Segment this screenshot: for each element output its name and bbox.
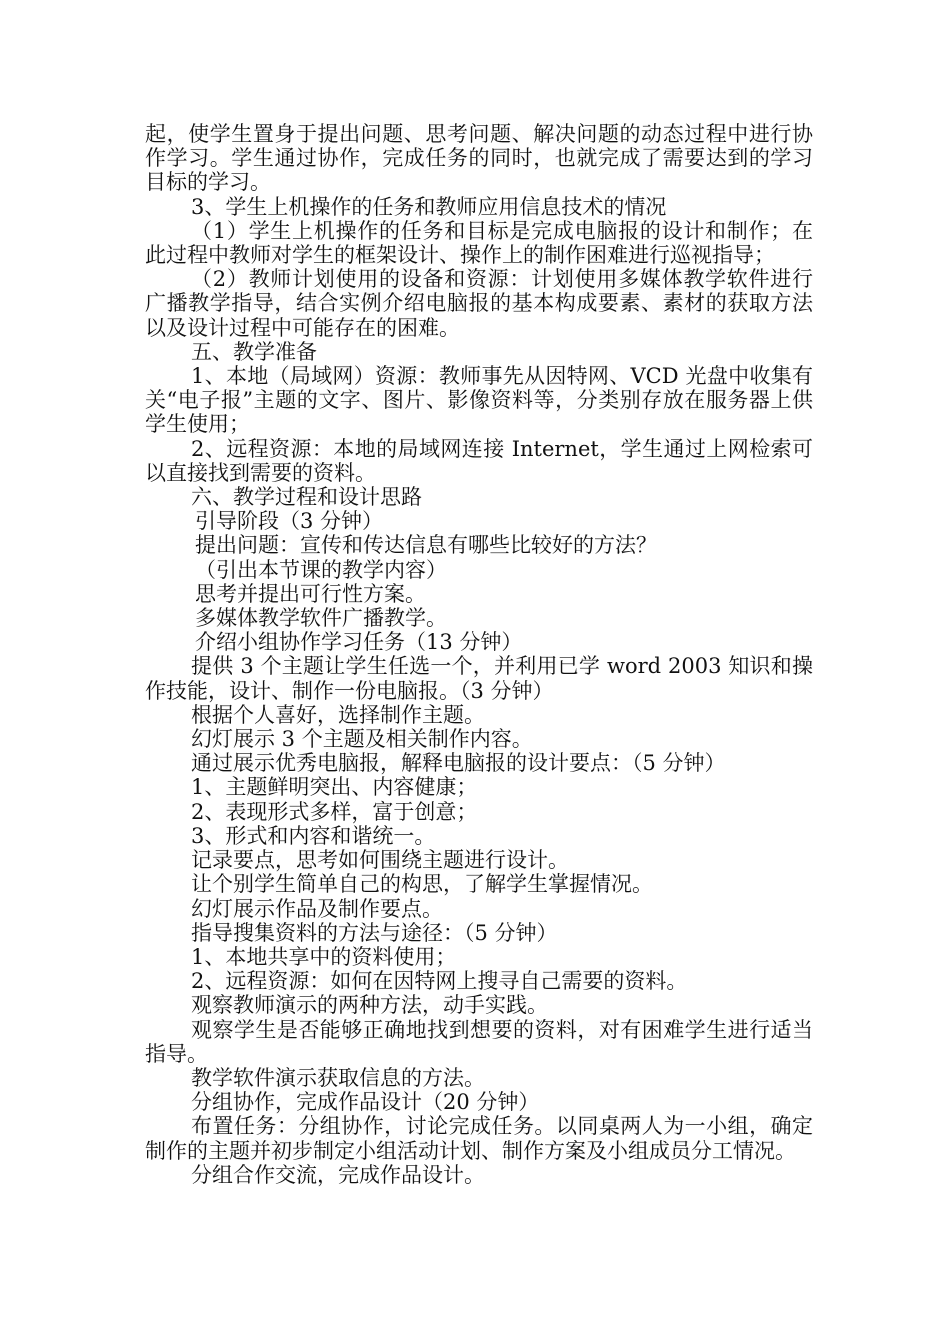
paragraph: 3、学生上机操作的任务和教师应用信息技术的情况 — [191, 194, 667, 219]
paragraph: 分组合作交流，完成作品设计。 — [191, 1162, 485, 1187]
document-body — [145, 122, 813, 1187]
paragraph: 观察学生是否能够正确地找到想要的资料，对有困难学生进行适当指导。 — [145, 1017, 813, 1066]
paragraph: 分组协作，完成作品设计（20 分钟） — [191, 1090, 540, 1115]
paragraph: 五、教学准备 — [191, 339, 317, 364]
paragraph: 观察教师演示的两种方法，动手实践。 — [191, 993, 548, 1018]
paragraph: 提供 3 个主题让学生任选一个，并利用已学 word 2003 知识和操作技能，设计、制作一份电脑报。（3 分钟） — [145, 654, 813, 703]
paragraph: 2、远程资源：本地的局域网连接 Internet，学生通过上网检索可以直接找到需要的资料。 — [145, 436, 813, 485]
paragraph: 让个别学生简单自己的构思，了解学生掌握情况。 — [191, 872, 653, 897]
paragraph: 幻灯展示作品及制作要点。 — [191, 896, 443, 921]
paragraph: 1、主题鲜明突出、内容健康； — [191, 775, 478, 800]
paragraph: 指导搜集资料的方法与途径：（5 分钟） — [191, 920, 558, 945]
paragraph: （2）教师计划使用的设备和资源：计划使用多媒体教学软件进行广播教学指导，结合实例介绍电脑报的基本构成要素、素材的获取方法以及设计过程中可能存在的困难。 — [145, 267, 813, 340]
paragraph: 提出问题：宣传和传达信息有哪些比较好的方法？ — [195, 533, 657, 558]
paragraph: 3、形式和内容和谐统一。 — [191, 823, 436, 848]
paragraph: 引导阶段（3 分钟） — [195, 509, 384, 534]
paragraph: 多媒体教学软件广播教学。 — [195, 606, 447, 631]
paragraph: 教学软件演示获取信息的方法。 — [191, 1065, 485, 1090]
paragraph: 2、远程资源：如何在因特网上搜寻自己需要的资料。 — [191, 969, 688, 994]
paragraph: 思考并提出可行性方案。 — [195, 581, 426, 606]
paragraph: （1）学生上机操作的任务和目标是完成电脑报的设计和制作；在此过程中教师对学生的框架设计、操作上的制作困难进行巡视指导； — [145, 218, 813, 268]
paragraph: 六、教学过程和设计思路 — [191, 485, 422, 510]
paragraph: 1、本地（局域网）资源：教师事先从因特网、VCD 光盘中收集有关“电子报”主题的文字、图片、影像资料等，分类别存放在服务器上供学生使用； — [145, 364, 813, 437]
paragraph: 通过展示优秀电脑报，解释电脑报的设计要点：（5 分钟） — [191, 751, 726, 776]
paragraph: （引出本节课的教学内容） — [195, 557, 447, 582]
paragraph: 介绍小组协作学习任务（13 分钟） — [195, 630, 523, 655]
paragraph: 记录要点，思考如何围绕主题进行设计。 — [191, 848, 569, 873]
paragraph: 布置任务：分组协作，讨论完成任务。以同桌两人为一小组，确定制作的主题并初步制定小组活动计划、制作方案及小组成员分工情况。 — [145, 1114, 813, 1163]
paragraph: 1、本地共享中的资料使用； — [191, 944, 457, 969]
paragraph: 2、表现形式多样，富于创意； — [191, 799, 478, 824]
paragraph: 起，使学生置身于提出问题、思考问题、解决问题的动态过程中进行协作学习。学生通过协作，完成任务的同时，也就完成了需要达到的学习目标的学习。 — [145, 122, 813, 195]
paragraph: 根据个人喜好，选择制作主题。 — [191, 702, 485, 727]
paragraph: 幻灯展示 3 个主题及相关制作内容。 — [191, 727, 533, 752]
